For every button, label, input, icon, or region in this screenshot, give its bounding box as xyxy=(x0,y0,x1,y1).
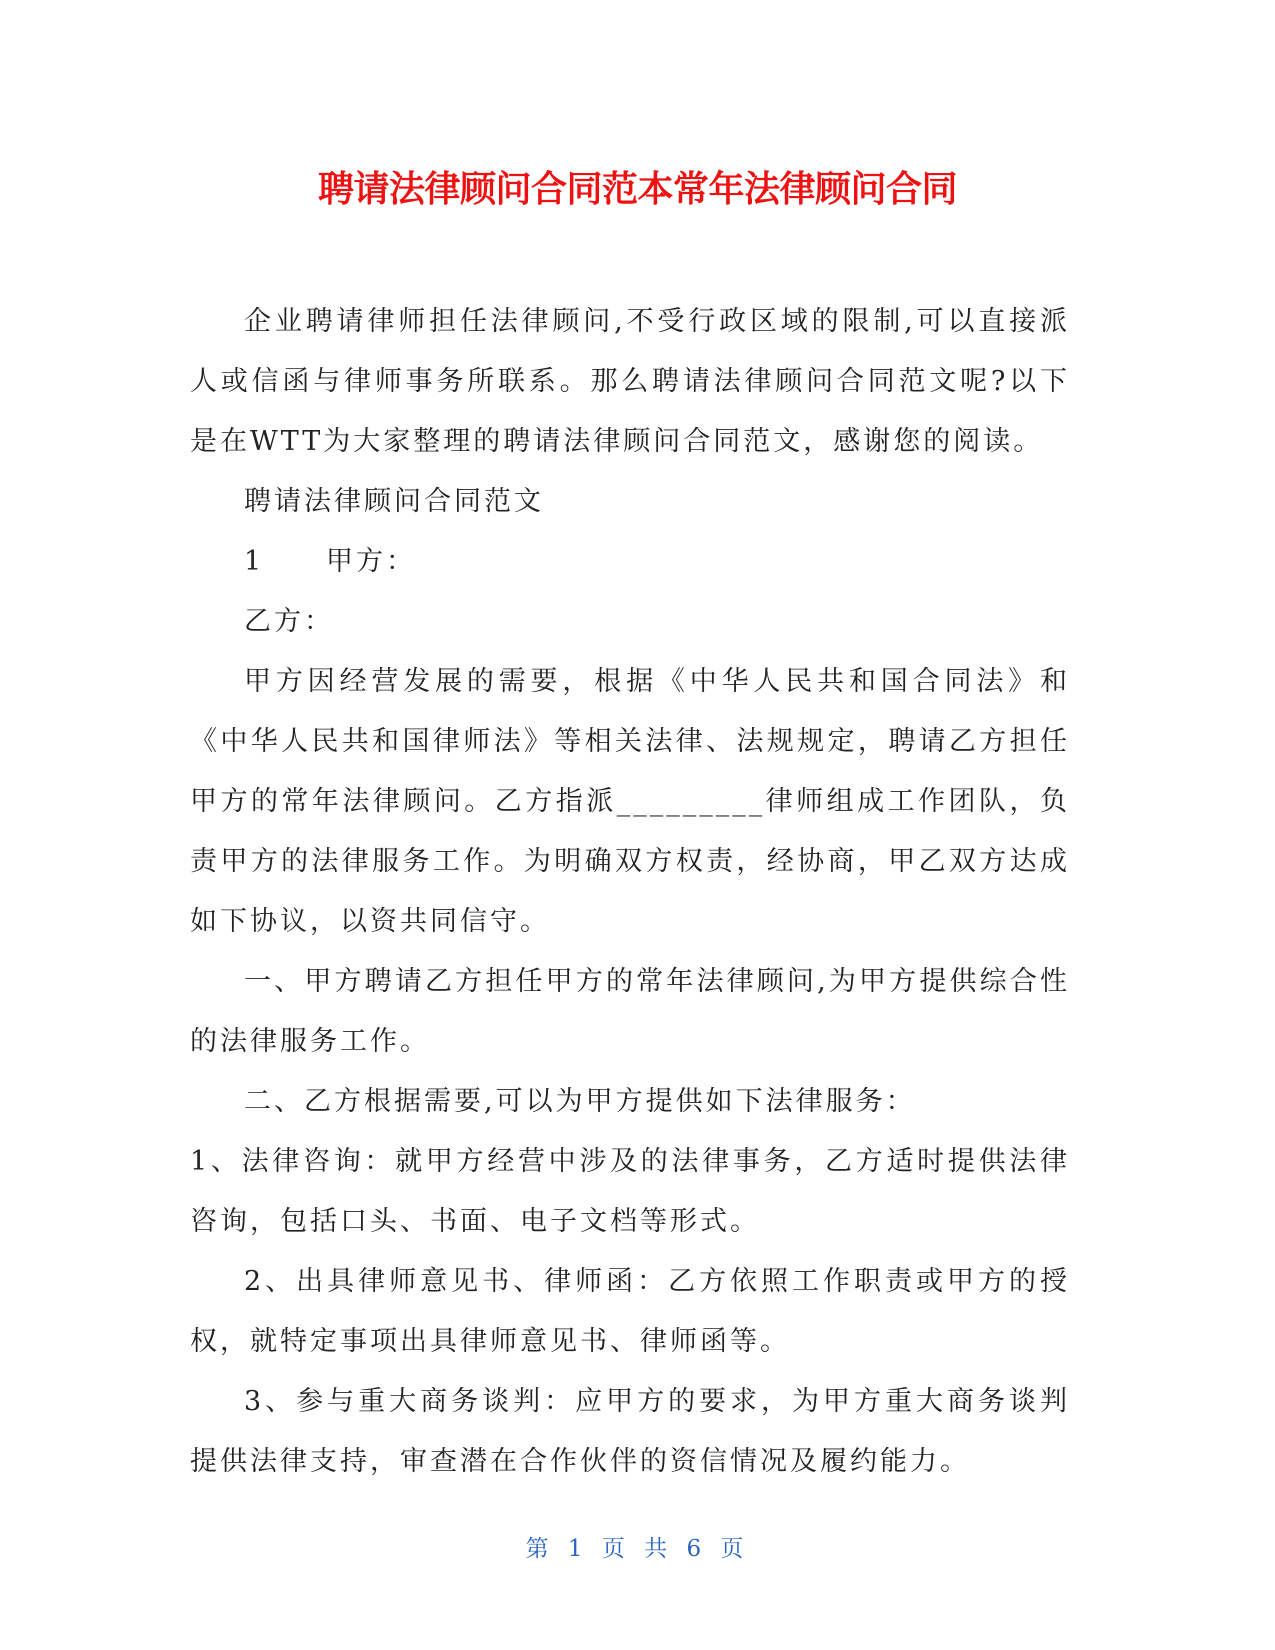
page-footer xyxy=(0,1530,1275,1563)
service-item-2: 2、出具律师意见书、律师函：乙方依照工作职责或甲方的授权，就特定事项出具律师意见书、律师函等。 xyxy=(190,1266,1070,1357)
document-title: 聘请法律顾问合同范本常年法律顾问合同 xyxy=(317,169,957,210)
footer-prefix: 第 xyxy=(525,1536,555,1562)
preamble-paragraph: 甲方因经营发展的需要，根据《中华人民共和国合同法》和《中华人民共和国律师法》等相关法律、法规规定，聘请乙方担任甲方的常年法律顾问。乙方指派_________律师组成工作团队，负责甲方的法律服务工作。为明确双方权责，经协商，甲乙双方达成如下协议，以资共同信守。 xyxy=(190,666,1070,937)
party-a-number: 1 xyxy=(244,546,265,577)
service-item-3: 3、参与重大商务谈判：应甲方的要求，为甲方重大商务谈判提供法律支持，审查潜在合作伙伴的资信情况及履约能力。 xyxy=(190,1386,1070,1477)
footer-page-number: 1 xyxy=(567,1536,589,1562)
footer-middle: 页 共 xyxy=(601,1536,674,1562)
party-a-line xyxy=(190,532,1070,592)
document-body xyxy=(190,292,1070,1492)
intro-paragraph: 企业聘请律师担任法律顾问,不受行政区域的限制,可以直接派人或信函与律师事务所联系。那么聘请法律顾问合同范文呢?以下是在WTT为大家整理的聘请法律顾问合同范文，感谢您的阅读。 xyxy=(190,306,1070,457)
service-item-1: 1、法律咨询：就甲方经营中涉及的法律事务，乙方适时提供法律咨询，包括口头、书面、电子文档等形式。 xyxy=(190,1146,1070,1237)
footer-total-pages: 6 xyxy=(686,1536,708,1562)
clause-two: 二、乙方根据需要,可以为甲方提供如下法律服务： xyxy=(244,1086,916,1117)
contract-subtitle: 聘请法律顾问合同范文 xyxy=(244,486,544,517)
footer-suffix: 页 xyxy=(720,1536,750,1562)
clause-one: 一、甲方聘请乙方担任甲方的常年法律顾问,为甲方提供综合性的法律服务工作。 xyxy=(190,966,1070,1057)
party-a-label: 甲方： xyxy=(326,546,416,577)
party-b-line: 乙方： xyxy=(244,606,334,637)
